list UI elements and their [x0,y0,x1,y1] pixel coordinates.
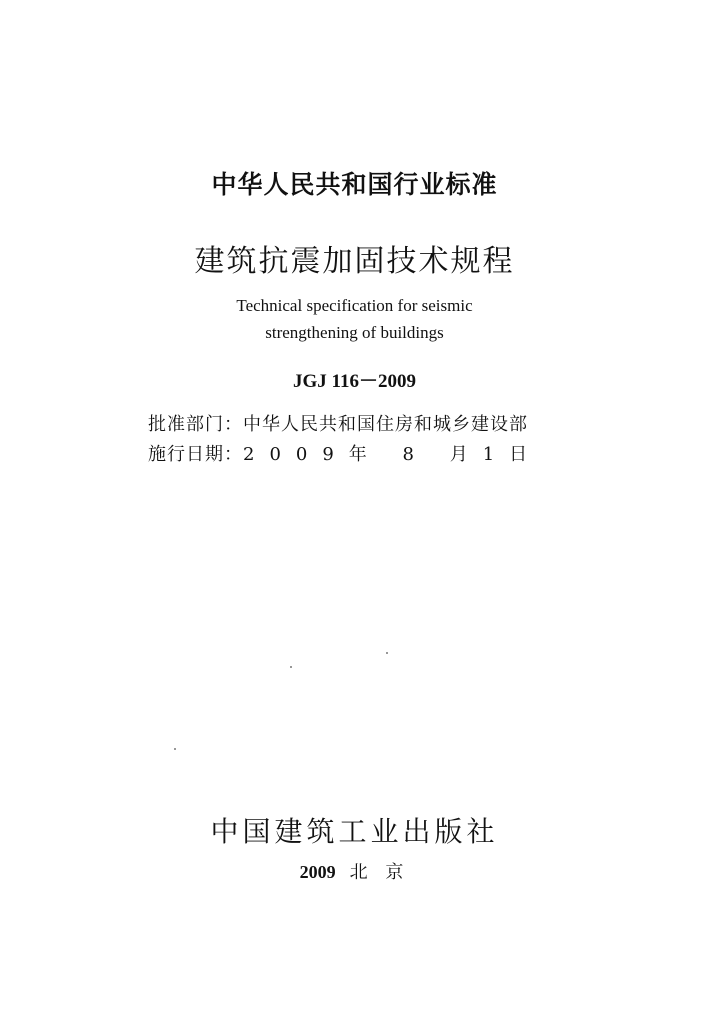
approval-department-label: 批准部门： [148,414,243,435]
approval-department-value: 中华人民共和国住房和城乡建设部 [243,414,528,435]
approval-department-row [148,410,528,436]
document-title-en-line2: strengthening of buildings [265,323,444,342]
scan-speck [290,666,292,668]
publication-line [0,858,709,884]
scan-speck [386,652,388,654]
document-title-en-line1: Technical specification for seismic [236,296,473,315]
effective-date-row [148,440,542,466]
publication-place: 北 京 [349,862,410,883]
standard-code: JGJ 116－2009 [293,371,416,392]
publication-year: 2009 [299,862,336,882]
document-title-zh: 建筑抗震加固技术规程 [194,244,515,279]
effective-date-label: 施行日期： [148,444,243,465]
scan-speck [174,748,176,750]
standard-type-heading: 中华人民共和国行业标准 [211,170,498,199]
effective-date-value: 2009年 8 月1日 [243,444,543,465]
publisher-name: 中国建筑工业出版社 [210,815,499,848]
